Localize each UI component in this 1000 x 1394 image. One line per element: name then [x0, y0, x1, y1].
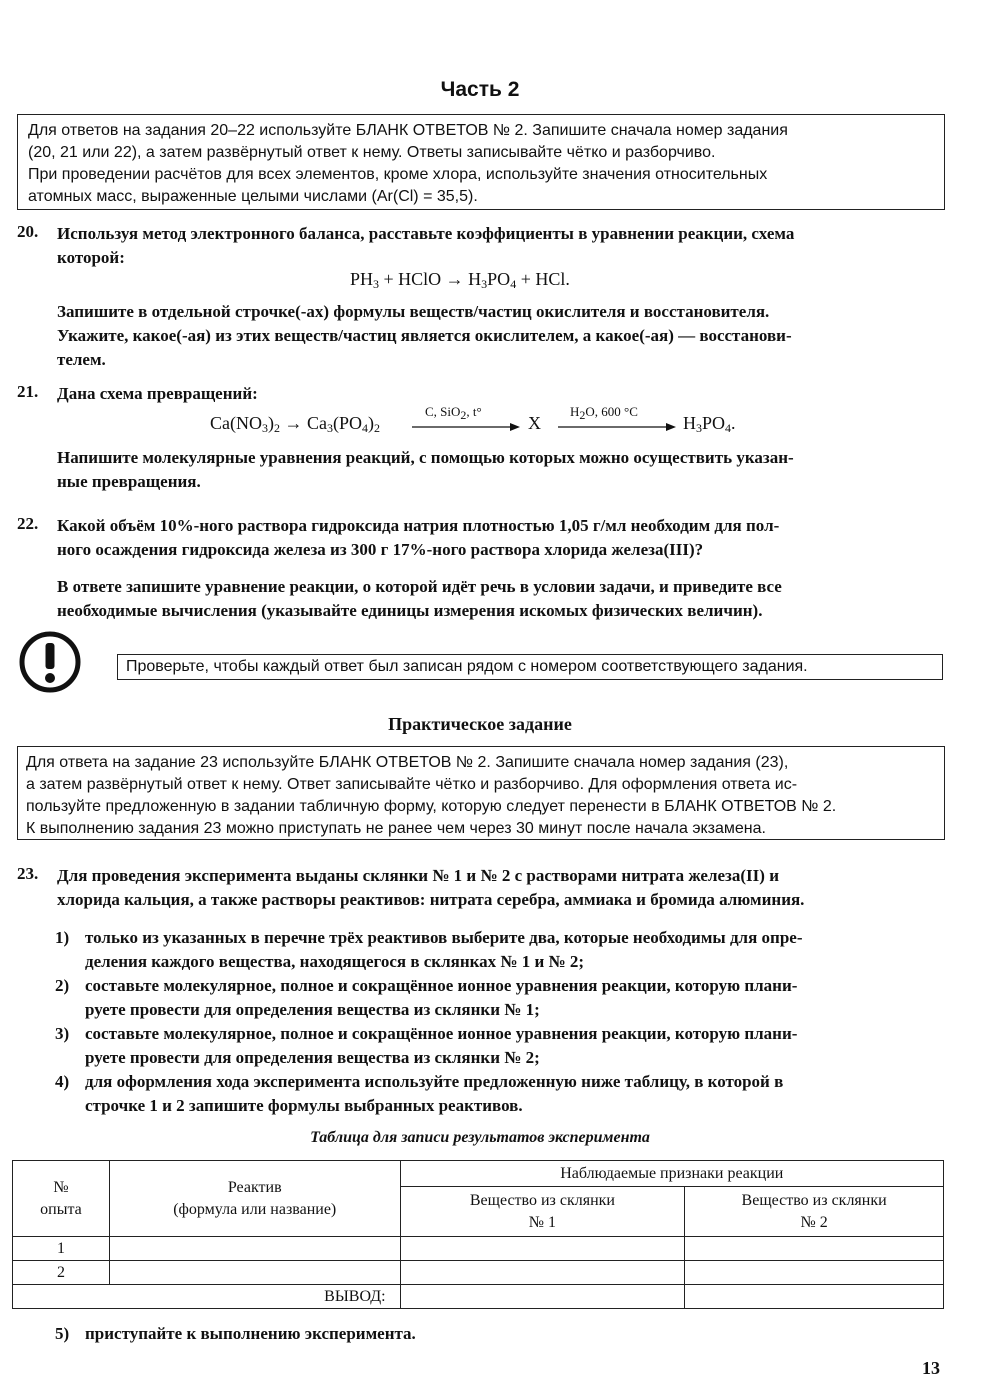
- instructions-line-4: атомных масс, выраженные целыми числами (Ar(Cl) = 35,5).: [28, 188, 478, 205]
- header-substance-1: Вещество из склянки № 1: [400, 1187, 685, 1237]
- header-substance-2: Вещество из склянки № 2: [685, 1187, 944, 1237]
- practical-line-3: пользуйте предложенную в задании табличную форму, которую следует перенести в БЛАНК ОТВЕТОВ № 2.: [26, 798, 837, 815]
- task-22-number: 22.: [17, 514, 39, 533]
- practical-line-4: К выполнению задания 23 можно приступать не ранее чем через 30 минут после начала экзамена.: [26, 820, 766, 837]
- table-caption: Таблица для записи результатов эксперимента: [310, 1129, 650, 1146]
- warning-text: Проверьте, чтобы каждый ответ был записан рядом с номером соответствующего задания.: [126, 658, 808, 675]
- task-20-text: [57, 222, 945, 270]
- practical-instructions-box: [17, 746, 945, 840]
- part-title: Часть 2: [440, 78, 520, 101]
- task-21-number: 21.: [17, 382, 39, 401]
- table-row: [13, 1237, 944, 1261]
- row-1-reagent[interactable]: [109, 1237, 400, 1261]
- task-22-line-1: Какой объём 10%-ного раствора гидроксида натрия плотностью 1,05 г/мл необходим для пол-: [57, 516, 780, 535]
- instructions-line-1: Для ответов на задания 20–22 используйте БЛАНК ОТВЕТОВ № 2. Запишите сначала номер задания: [28, 122, 788, 139]
- arrow-2-icon: [556, 420, 678, 434]
- practical-title: Практическое задание: [388, 714, 572, 734]
- task-21-product: $H_3PO_4$.: [683, 413, 736, 435]
- task-20-p2-line-1: Запишите в отдельной строчке(-ах) формулы веществ/частиц окислителя и восстановителя.: [57, 302, 770, 321]
- list-item: 4) для оформления хода эксперимента используйте предложенную ниже таблицу, в которой в строчке 1 и 2 запишите формулы выбранных реактивов.: [55, 1072, 784, 1115]
- instructions-box: [17, 114, 945, 210]
- arrow-2-condition: $H_2O$, 600 °C: [570, 404, 638, 422]
- task-23-line-1: Для проведения эксперимента выданы склянки № 1 и № 2 с растворами нитрата железа(II) и: [57, 866, 779, 885]
- task-20-paragraph-2: [57, 300, 945, 372]
- header-reagent: Реактив (формула или название): [109, 1161, 400, 1237]
- task-21-scheme: $Ca(NO_3)_2 \to Ca_3(PO_4)_2$: [210, 413, 381, 435]
- row-1-substance-1[interactable]: [400, 1237, 685, 1261]
- task-20-p2-line-3: телем.: [57, 350, 106, 369]
- instructions-line-3: При проведении расчётов для всех элементов, кроме хлора, используйте значения относительных: [28, 166, 768, 183]
- task-23-list: [55, 926, 945, 1118]
- table-row: [13, 1285, 944, 1309]
- instructions-line-2: (20, 21 или 22), а затем развёрнутый ответ к нему. Ответы записывайте чётко и разборчиво.: [28, 144, 716, 161]
- warning-box: [117, 654, 943, 680]
- task-21-intermediate-x: X: [528, 413, 541, 433]
- conclusion-cell-2[interactable]: [685, 1285, 944, 1309]
- page-number: 13: [922, 1358, 940, 1378]
- task-23-text: [57, 864, 945, 912]
- exclamation-icon: [18, 630, 82, 694]
- task-22-text: [57, 514, 945, 562]
- task-22-p2-line-1: В ответе запишите уравнение реакции, о которой идёт речь в условии задачи, и приведите все: [57, 577, 782, 596]
- task-22-p2-line-2: необходимые вычисления (указывайте единицы измерения искомых физических величин).: [57, 601, 763, 620]
- row-1-num: 1: [13, 1237, 110, 1261]
- task-22-paragraph-2: [57, 575, 945, 623]
- task-20-number: 20.: [17, 222, 39, 241]
- task-20-line-1: Используя метод электронного баланса, расставьте коэффициенты в уравнении реакции, схема: [57, 224, 795, 243]
- practical-line-2: а затем развёрнутый ответ к нему. Ответ записывайте чётко и разборчиво. Для оформления ответа ис-: [26, 776, 798, 793]
- row-1-substance-2[interactable]: [685, 1237, 944, 1261]
- arrow-1-icon: [410, 420, 522, 434]
- arrow-1-condition: C, SiO$_2$, t°: [425, 404, 482, 422]
- task-20-equation: $PH_3$ + HClO → $H_3PO_4$ + HCl.: [350, 269, 570, 291]
- task-23-item-5: приступайте к выполнению эксперимента.: [85, 1324, 416, 1343]
- conclusion-label: ВЫВОД:: [13, 1285, 401, 1309]
- list-item: 2) составьте молекулярное, полное и сокращённое ионное уравнения реакции, которую плани- руете провести для определения вещества из склянки № 1;: [55, 976, 798, 1019]
- results-table: [12, 1160, 944, 1309]
- practical-line-1: Для ответа на задание 23 используйте БЛАНК ОТВЕТОВ № 2. Запишите сначала номер задания (23),: [26, 754, 789, 771]
- row-2-substance-1[interactable]: [400, 1261, 685, 1285]
- task-21-p2-line-2: ные превращения.: [57, 472, 201, 491]
- row-2-num: 2: [13, 1261, 110, 1285]
- list-item: 3) составьте молекулярное, полное и сокращённое ионное уравнения реакции, которую плани- руете провести для определения вещества из склянки № 2;: [55, 1024, 798, 1067]
- task-21-intro: Дана схема превращений:: [57, 384, 258, 403]
- conclusion-cell-1[interactable]: [400, 1285, 685, 1309]
- task-23-number: 23.: [17, 864, 39, 883]
- task-23-line-2: хлорида кальция, а также растворы реактивов: нитрата серебра, аммиака и бромида алюминия.: [57, 890, 805, 909]
- task-20-p2-line-2: Укажите, какое(-ая) из этих веществ/частиц является окислителем, а какое(-ая) — восстанови-: [57, 326, 792, 345]
- task-20-line-2: которой:: [57, 248, 125, 267]
- header-observations: Наблюдаемые признаки реакции: [400, 1161, 943, 1187]
- list-item: 1) только из указанных в перечне трёх реактивов выберите два, которые необходимы для опре- деления каждого вещества, находящегося в склянках № 1 и № 2;: [55, 928, 803, 971]
- header-num: № опыта: [13, 1161, 110, 1237]
- row-2-reagent[interactable]: [109, 1261, 400, 1285]
- task-23-item-5-number: 5): [55, 1324, 70, 1343]
- table-row: [13, 1261, 944, 1285]
- task-21-paragraph-2: [57, 446, 945, 494]
- row-2-substance-2[interactable]: [685, 1261, 944, 1285]
- task-22-line-2: ного осаждения гидроксида железа из 300 г 17%-ного раствора хлорида железа(III)?: [57, 540, 704, 559]
- task-21-p2-line-1: Напишите молекулярные уравнения реакций, с помощью которых можно осуществить указан-: [57, 448, 794, 467]
